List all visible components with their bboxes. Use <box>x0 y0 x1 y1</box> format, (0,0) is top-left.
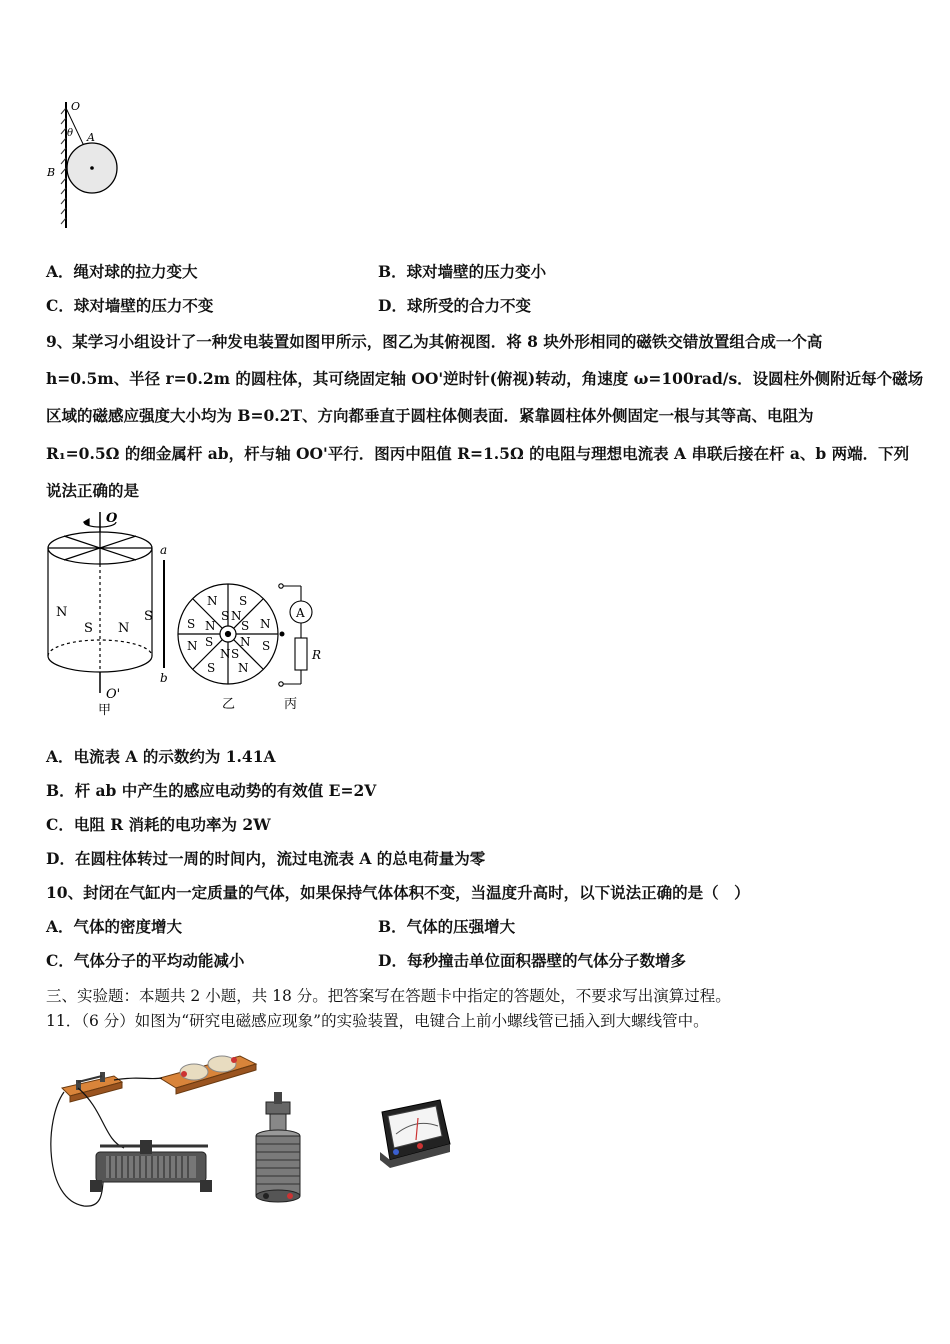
q9-stem-line-3: 区域的磁感应强度大小均为 B=0.2T、方向都垂直于圆柱体侧表面．紧靠圆柱体外侧固定一根与其等高、电阻为 <box>46 406 814 425</box>
q8-label-O: O <box>71 100 81 113</box>
q9-cyl-S-2: S <box>144 609 153 624</box>
q9-top-view <box>178 584 278 684</box>
q9-option-a: A．电流表 A 的示数约为 1.41A <box>46 747 276 766</box>
q9-top-S-4: S <box>241 619 250 633</box>
q8-option-d: D．球所受的合力不变 <box>378 296 531 315</box>
q11-figure <box>44 1040 464 1216</box>
q10-option-d: D．每秒撞击单位面积器壁的气体分子数增多 <box>378 951 686 970</box>
rheostat <box>90 1140 212 1192</box>
q9-top-S-5: S <box>205 635 214 649</box>
q9-top-N-1: N <box>207 594 218 608</box>
q9-top-S-2: S <box>221 609 230 623</box>
q9-top-N-4: N <box>260 617 271 631</box>
q9-resistor-label: R <box>312 648 322 662</box>
coils <box>256 1092 300 1202</box>
q9-top-N-8: N <box>238 661 249 675</box>
q10-option-b: B．气体的压强增大 <box>378 917 516 936</box>
q9-label-O-top: O <box>106 511 118 526</box>
q8-label-A: A <box>87 131 95 144</box>
q9-label-O-bottom: O' <box>106 687 121 702</box>
q9-label-a: a <box>160 543 168 557</box>
q9-option-c: C．电阻 R 消耗的电功率为 2W <box>46 815 271 834</box>
q9-cyl-N-1: N <box>56 605 68 620</box>
q9-top-S-8: S <box>207 661 216 675</box>
q8-label-B: B <box>47 166 56 179</box>
section-3-heading: 三、实验题：本题共 2 小题，共 18 分。把答案写在答题卡中指定的答题处，不要求写出演算过程。 <box>46 987 731 1005</box>
q9-top-S-3: S <box>187 617 196 631</box>
q8-option-a: A．绳对球的拉力变大 <box>46 262 198 281</box>
q9-cyl-S-1: S <box>84 621 93 636</box>
q8-option-b: B．球对墙壁的压力变小 <box>378 262 547 281</box>
q9-option-d: D．在圆柱体转过一周的时间内，流过电流表 A 的总电荷量为零 <box>46 849 486 868</box>
q9-figure <box>44 508 329 718</box>
q10-option-c: C．气体分子的平均动能减小 <box>46 951 245 970</box>
q9-top-S-1: S <box>239 594 248 608</box>
q9-top-N-6: N <box>240 635 251 649</box>
q9-label-b: b <box>160 671 168 685</box>
q9-stem-line-4: R₁=0.5Ω 的细金属杆 ab，杆与轴 OO'平行．图丙中阻值 R=1.5Ω 的电阻与理想电流表 A 串联后接在杆 a、b 两端．下列 <box>46 444 910 463</box>
battery-holder <box>160 1056 256 1094</box>
switch <box>62 1072 122 1102</box>
q9-cyl-N-2: N <box>118 621 130 636</box>
q8-figure <box>44 98 124 232</box>
q10-option-a: A．气体的密度增大 <box>46 917 183 936</box>
q9-option-b: B．杆 ab 中产生的感应电动势的有效值 E=2V <box>46 781 377 800</box>
q9-ammeter-label: A <box>296 606 305 620</box>
q9-label-jia: 甲 <box>98 703 112 718</box>
q9-top-N-5: N <box>187 639 198 653</box>
q9-top-N-7: N <box>220 647 231 661</box>
q9-top-N-3: N <box>205 619 216 633</box>
q11-stem: 11．（6 分）如图为“研究电磁感应现象”的实验装置，电键合上前小螺线管已插入到大螺线管中。 <box>46 1012 709 1030</box>
q9-top-N-2: N <box>231 609 242 623</box>
q10-stem: 10、封闭在气缸内一定质量的气体，如果保持气体体积不变，当温度升高时，以下说法正确的是（ ） <box>46 883 750 902</box>
galvanometer <box>380 1100 450 1168</box>
q9-top-S-6: S <box>262 639 271 653</box>
q9-stem-line-2: h=0.5m、半径 r=0.2m 的圆柱体，其可绕固定轴 OO'逆时针(俯视)转动，角速度 ω=100rad/s．设圆柱外侧附近每个磁场 <box>46 369 924 388</box>
q9-stem-line-1: 9、某学习小组设计了一种发电装置如图甲所示，图乙为其俯视图．将 8 块外形相同的磁铁交错放置组合成一个高 <box>46 332 823 351</box>
q9-label-bing: 丙 <box>284 697 298 712</box>
q8-option-c: C．球对墙壁的压力不变 <box>46 296 214 315</box>
q9-cylinder <box>48 512 164 693</box>
q8-label-theta: θ <box>67 128 74 139</box>
q9-label-yi: 乙 <box>222 697 236 712</box>
q9-stem-line-5: 说法正确的是 <box>46 481 140 500</box>
q9-top-S-7: S <box>231 647 240 661</box>
